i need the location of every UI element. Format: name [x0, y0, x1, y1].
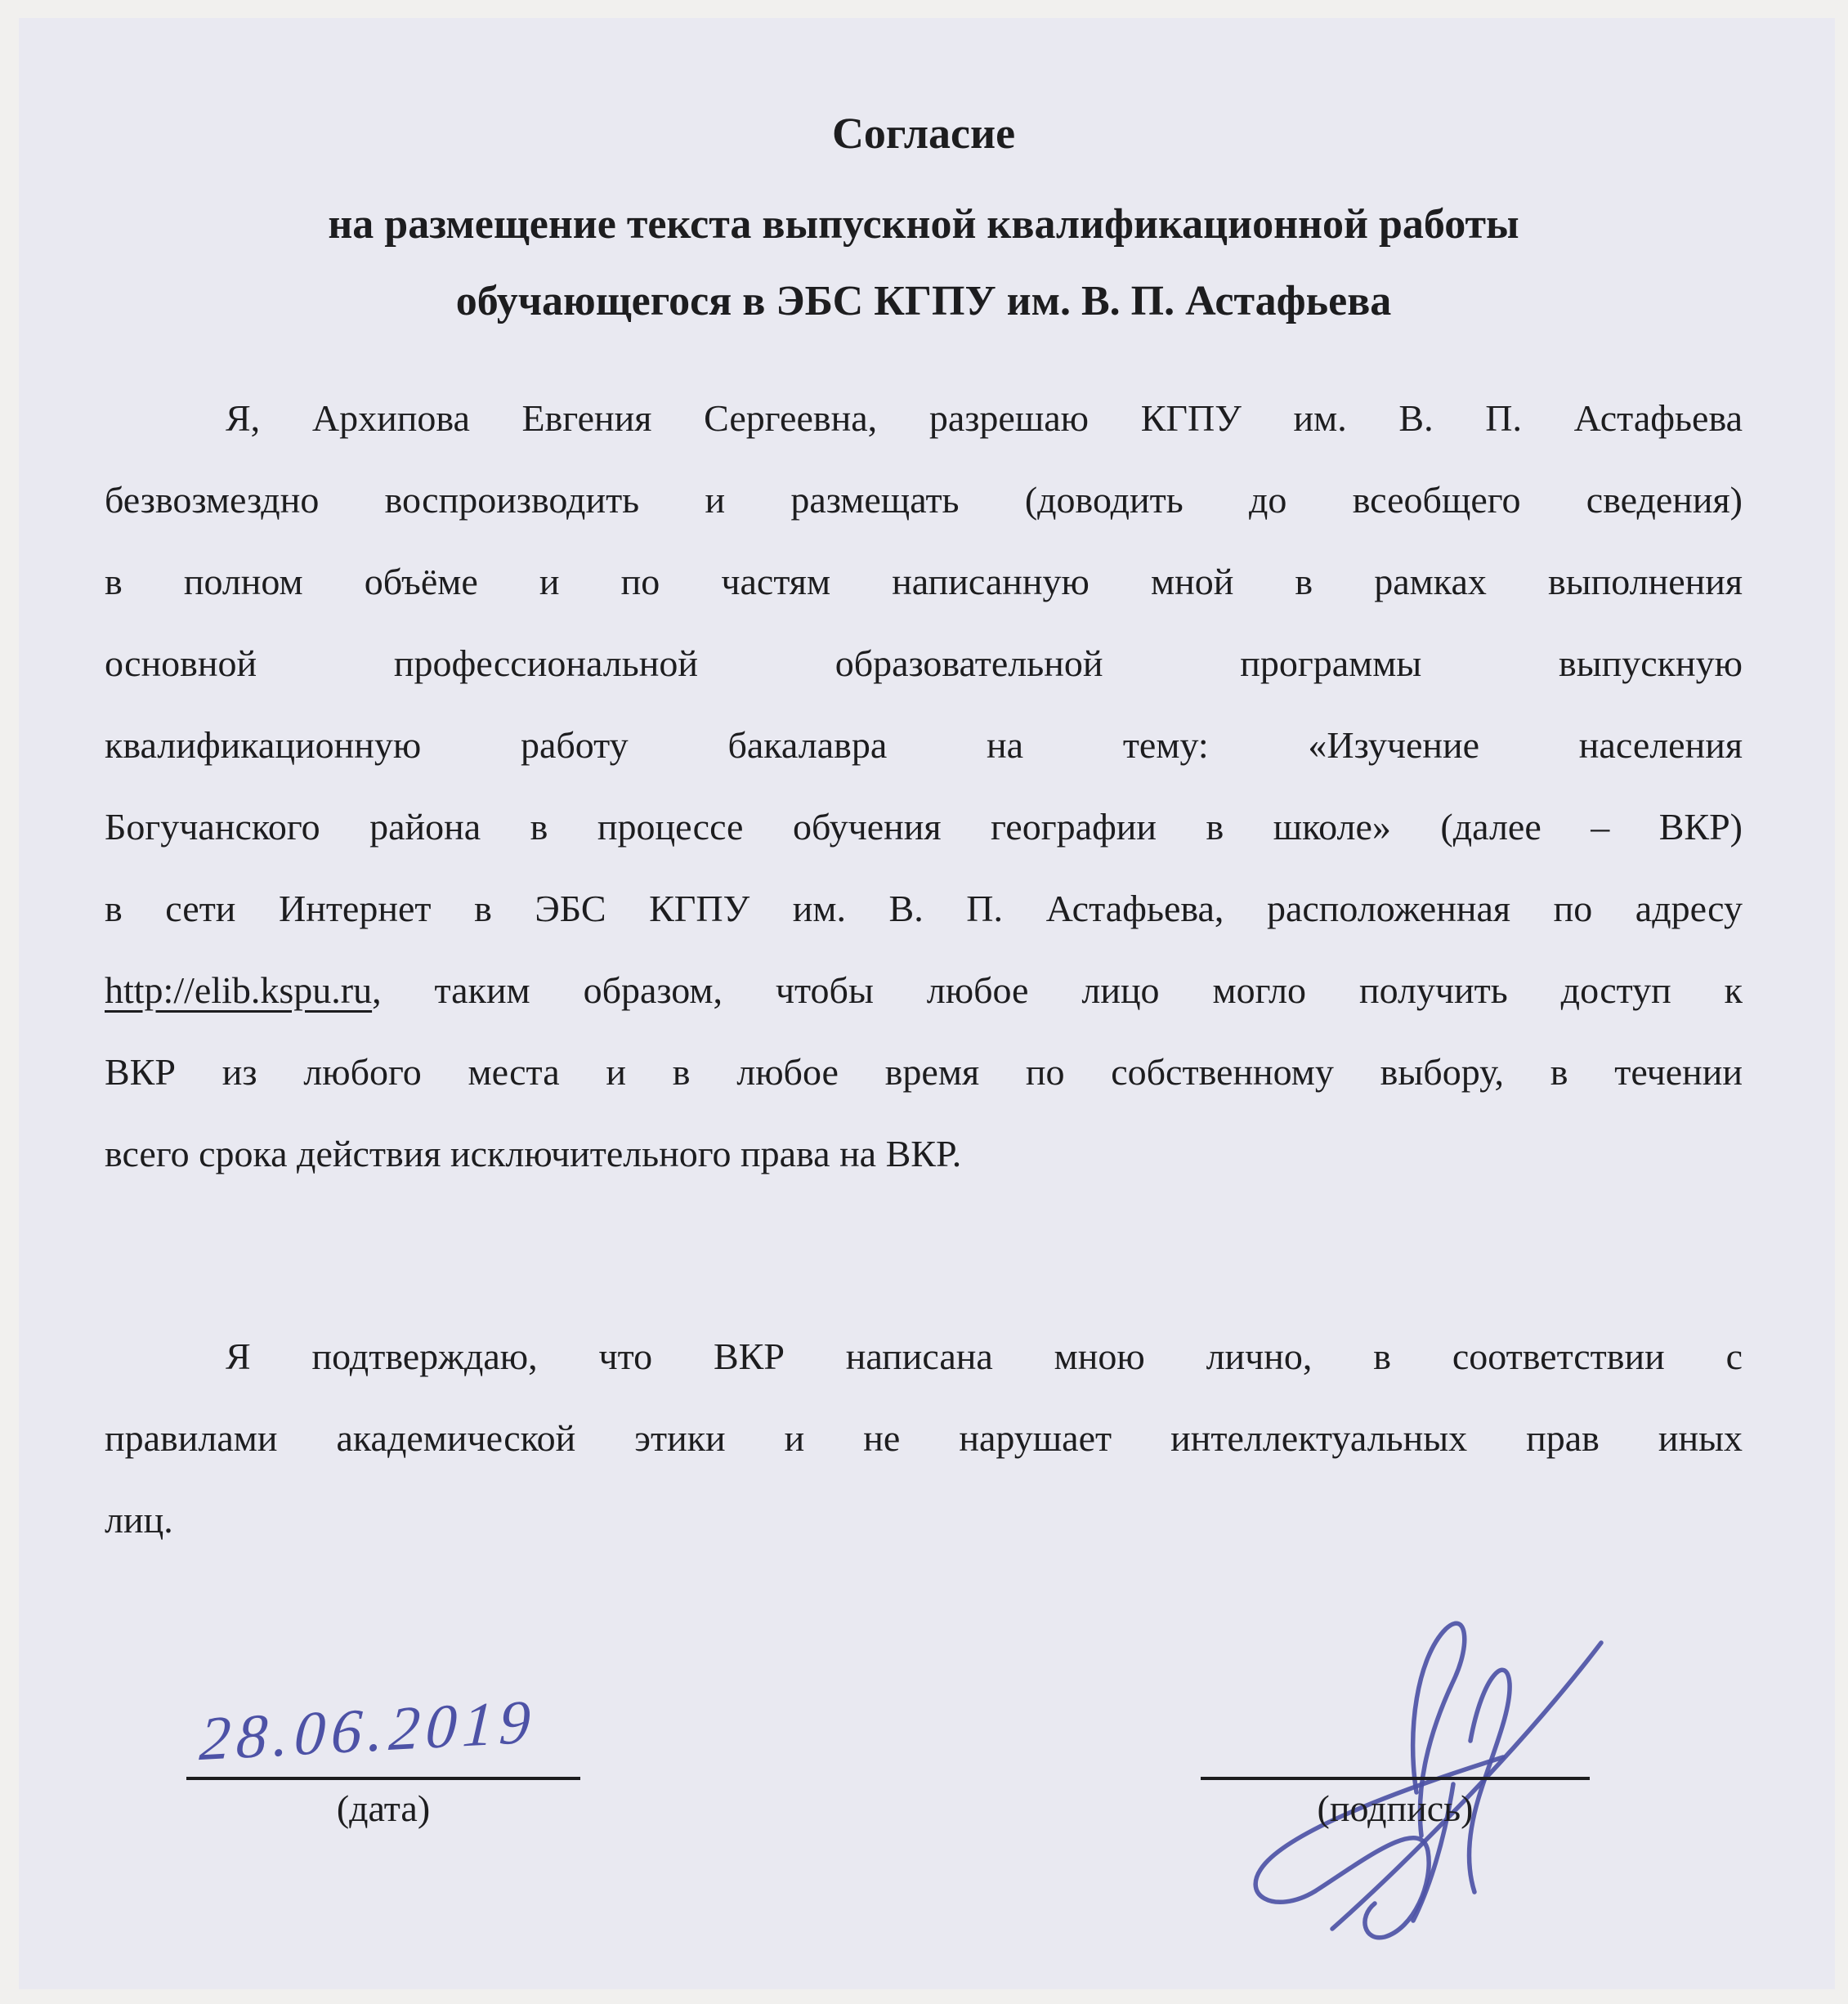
- handwritten-date: 28.06.2019: [198, 1687, 538, 1774]
- document-subtitle-line-2: обучающегося в ЭБС КГПУ им. В. П. Астафьева: [455, 278, 1392, 324]
- consent-line: квалификационную работу бакалавра на тему: «Изучение населения: [105, 724, 1743, 766]
- document-subtitle-line-1: на размещение текста выпускной квалификационной работы: [328, 201, 1519, 248]
- document-title: Согласие: [831, 109, 1016, 158]
- confirmation-line: Я подтверждаю, что ВКР написана мною лично, в соответствии с: [226, 1335, 1743, 1377]
- consent-line: Богучанского района в процессе обучения географии в школе» (далее – ВКР): [105, 806, 1743, 848]
- confirmation-paragraph: [105, 1316, 1743, 1561]
- date-label: (дата): [336, 1787, 431, 1829]
- consent-paragraph: [105, 378, 1743, 1195]
- date-underline: [186, 1777, 580, 1780]
- document-header: [105, 0, 1743, 327]
- consent-line-last: всего срока действия исключительного права на ВКР.: [105, 1133, 962, 1174]
- signature-field: [1201, 1777, 1590, 1830]
- confirmation-line-last: лиц.: [105, 1499, 173, 1541]
- consent-line: ВКР из любого места и в любое время по собственному выбору, в течении: [105, 1051, 1743, 1093]
- consent-line-with-url: [105, 950, 1743, 1031]
- date-field: [186, 1687, 580, 1830]
- signature-label: (подпись): [1317, 1787, 1474, 1829]
- url-line-rest: , таким образом, чтобы любое лицо могло получить доступ к: [372, 969, 1743, 1011]
- elib-url-text: http://elib.kspu.ru: [105, 969, 373, 1011]
- confirmation-line: правилами академической этики и не нарушает интеллектуальных прав иных: [105, 1417, 1743, 1459]
- document-content: [105, 0, 1743, 1561]
- consent-line: Я, Архипова Евгения Сергеевна, разрешаю КГПУ им. В. П. Астафьева: [226, 397, 1743, 439]
- consent-line: основной профессиональной образовательной программы выпускную: [105, 642, 1743, 684]
- consent-line: безвозмездно воспроизводить и размещать (доводить до всеобщего сведения): [105, 479, 1743, 521]
- consent-line: в полном объёме и по частям написанную мной в рамках выполнения: [105, 561, 1743, 602]
- consent-line: в сети Интернет в ЭБС КГПУ им. В. П. Астафьева, расположенная по адресу: [105, 888, 1743, 929]
- signature-underline: [1201, 1777, 1590, 1780]
